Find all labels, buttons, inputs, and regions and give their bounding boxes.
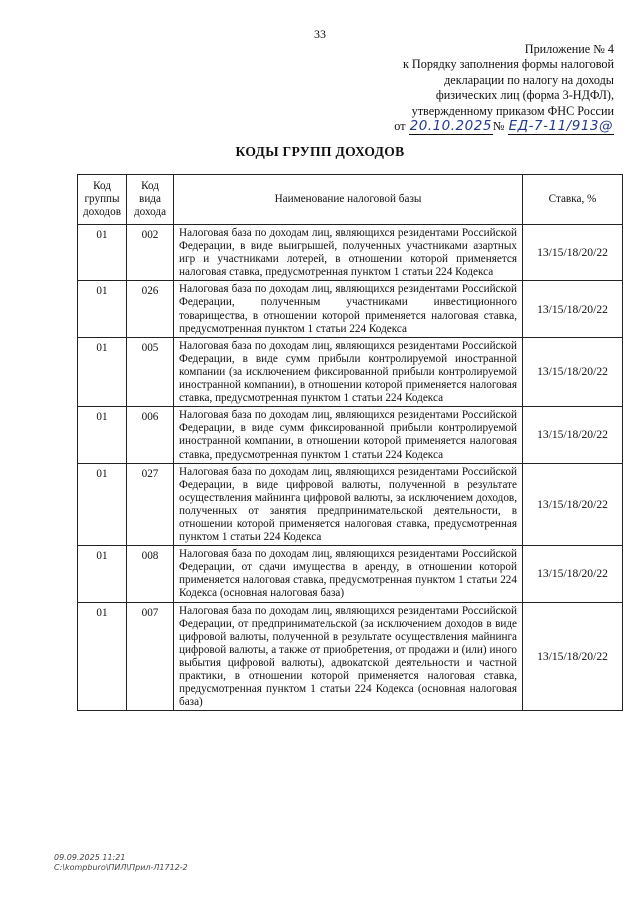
- appendix-line: декларации по налогу на доходы: [444, 72, 614, 87]
- group-code-cell: 01: [78, 602, 127, 711]
- order-date: 20.10.2025: [409, 118, 492, 135]
- base-name-cell: Налоговая база по доходам лиц, являющихся резидентами Российской Федерации, в виде цифровой валюты, полученной в результате осуществления майнинга цифровой валюты, за исключением доходов, полученных от занятия предпринимательской деятельности, в отношении которой применяется налоговая ставка, предусмотренная пунктом 1 статьи 224 Кодекса: [174, 463, 523, 546]
- appendix-line: утвержденному приказом ФНС России: [411, 103, 614, 118]
- group-code-cell: 01: [78, 463, 127, 546]
- table-row: [78, 407, 623, 463]
- base-name-cell: Налоговая база по доходам лиц, являющихся резидентами Российской Федерации, полученным участниками инвестиционного товарищества, в отношении которой применяется налоговая ставка, предусмотренная пунктом 1 статьи 224 Кодекса: [174, 281, 523, 337]
- base-name-cell: Налоговая база по доходам лиц, являющихся резидентами Российской Федерации, в виде сумм прибыли контролируемой иностранной компании (за исключением фиксированной прибыли контролируемой иностранной компании), в отношении которой применяется налоговая ставка, предусмотренная пунктом 1 статьи 224 Кодекса: [174, 337, 523, 406]
- group-code-cell: 01: [78, 407, 127, 463]
- rate-cell: 13/15/18/20/22: [523, 337, 623, 406]
- order-number: ЕД-7-11/913@: [508, 118, 613, 135]
- header-type-code: Код вида дохода: [127, 175, 174, 225]
- group-code-cell: 01: [78, 546, 127, 602]
- from-prefix: от: [394, 119, 406, 134]
- type-code-cell: 008: [127, 546, 174, 602]
- rate-cell: 13/15/18/20/22: [523, 281, 623, 337]
- rate-cell: 13/15/18/20/22: [523, 407, 623, 463]
- group-code-cell: 01: [78, 281, 127, 337]
- print-timestamp: 09.09.2025 11:21: [54, 853, 126, 862]
- number-sign: №: [492, 119, 505, 134]
- file-path: C:\kompburo\ПИЛ\Прил-Л1712-2: [54, 863, 188, 872]
- header-rate: Ставка, %: [523, 175, 623, 225]
- table-row: [78, 337, 623, 406]
- table-row: [78, 546, 623, 602]
- type-code-cell: 027: [127, 463, 174, 546]
- table-row: [78, 602, 623, 711]
- group-code-cell: 01: [78, 337, 127, 406]
- rate-cell: 13/15/18/20/22: [523, 546, 623, 602]
- type-code-cell: 006: [127, 407, 174, 463]
- page-number: 33: [314, 27, 326, 41]
- page-title: КОДЫ ГРУПП ДОХОДОВ: [235, 144, 405, 159]
- appendix-line: к Порядку заполнения формы налоговой: [402, 57, 614, 72]
- type-code-cell: 002: [127, 225, 174, 281]
- group-code-cell: 01: [78, 225, 127, 281]
- type-code-cell: 007: [127, 602, 174, 711]
- table-header-row: [78, 175, 623, 225]
- base-name-cell: Налоговая база по доходам лиц, являющихся резидентами Российской Федерации, от сдачи имущества в аренду, в отношении которой применяется налоговая ставка, предусмотренная пунктом 1 статьи 224 Кодекса (основная налоговая база): [174, 546, 523, 602]
- type-code-cell: 026: [127, 281, 174, 337]
- header-group-code: Код группы доходов: [78, 175, 127, 225]
- base-name-cell: Налоговая база по доходам лиц, являющихся резидентами Российской Федерации, в виде выигрышей, полученных участниками азартных игр и участниками лотерей, в отношении которой применяется налоговая ставка, предусмотренная пунктом 1 статьи 224 Кодекса: [174, 225, 523, 281]
- rate-cell: 13/15/18/20/22: [523, 463, 623, 546]
- appendix-line: Приложение № 4: [524, 42, 614, 56]
- appendix-line: физических лиц (форма 3-НДФЛ),: [435, 88, 614, 103]
- print-footer: [54, 853, 188, 873]
- type-code-cell: 005: [127, 337, 174, 406]
- rate-cell: 13/15/18/20/22: [523, 602, 623, 711]
- table-row: [78, 463, 623, 546]
- base-name-cell: Налоговая база по доходам лиц, являющихся резидентами Российской Федерации, в виде сумм фиксированной прибыли контролируемой иностранной компании, в отношении которой применяется налоговая ставка, предусмотренная пунктом 1 статьи 224 Кодекса: [174, 407, 523, 463]
- appendix-header: [284, 42, 614, 134]
- base-name-cell: Налоговая база по доходам лиц, являющихся резидентами Российской Федерации, от предпринимательской (за исключением доходов в виде цифровой валюты, полученной в результате осуществления майнинга цифровой валюты, а также от приобретения, от продажи и (или) иного выбытия цифровой валюты), адвокатской деятельности и частной практики, в отношении которой применяется налоговая ставка, предусмотренная пунктом 1 статьи 224 Кодекса (основная налоговая база): [174, 602, 523, 711]
- order-reference: [284, 119, 614, 134]
- rate-cell: 13/15/18/20/22: [523, 225, 623, 281]
- table-row: [78, 281, 623, 337]
- header-base-name: Наименование налоговой базы: [174, 175, 523, 225]
- table-row: [78, 225, 623, 281]
- income-codes-table: [77, 174, 623, 711]
